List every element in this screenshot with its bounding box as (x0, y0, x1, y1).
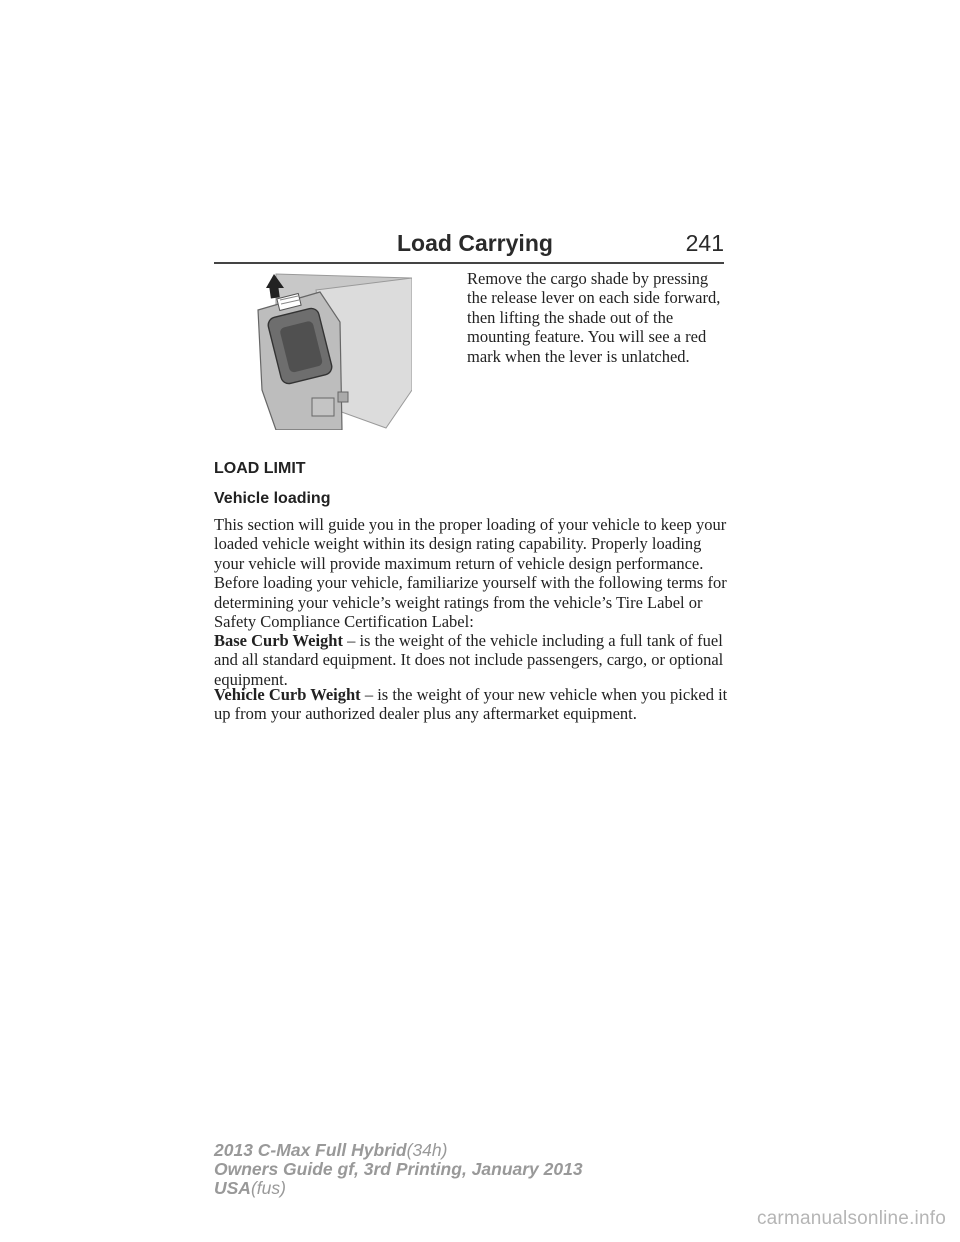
definition-text: – is the weight of the vehicle including a full tank of fuel and all standard equipment. It does not include passengers, cargo, or optional equipment. (214, 631, 724, 689)
footer-region-code: (fus) (250, 1178, 286, 1198)
intro-text: This section will guide you in the proper loading of your vehicle to keep your loaded vehicle weight within its design rating capability. Properly loading your vehicle will provide maximum return of vehicle design performance. Before loading your vehicle, familiarize yourself with the following terms for determining your vehicle’s weight ratings from the vehicle’s Tire Label or Safety Compliance Certification Label: (214, 515, 727, 632)
section-heading: LOAD LIMIT (214, 460, 306, 477)
release-lever-icon (216, 270, 412, 430)
footer-region: USA (214, 1178, 251, 1198)
figure-caption (467, 269, 732, 366)
watermark: carmanualsonline.info (756, 1208, 946, 1229)
page-number: 241 (685, 230, 724, 256)
definition-base-curb-weight (214, 631, 734, 689)
footer-model: 2013 C-Max Full Hybrid (214, 1140, 407, 1160)
chapter-title: Load Carrying (397, 230, 553, 256)
subsection-heading: Vehicle loading (214, 490, 331, 507)
definition-text: – is the weight of your new vehicle when you picked it up from your authorized dealer plus any aftermarket equipment. (214, 685, 728, 724)
footer-model-code: (34h) (406, 1140, 448, 1160)
intro-paragraph (214, 515, 734, 631)
caption-text: Remove the cargo shade by pressing the release lever on each side forward, then lifting the shade out of the mounting feature. You will see a red mark when the lever is unlatched. (467, 269, 721, 366)
footer-line-region (214, 1179, 583, 1198)
footer-line-model (214, 1141, 583, 1160)
footer-line-edition: Owners Guide gf, 3rd Printing, January 2013 (214, 1159, 583, 1179)
cargo-shade-release-lever-illustration (216, 270, 412, 430)
definition-term: Base Curb Weight (214, 631, 343, 650)
definition-vehicle-curb-weight (214, 685, 734, 724)
header-divider (214, 262, 724, 264)
definition-term: Vehicle Curb Weight (214, 685, 361, 704)
document-footer (214, 1141, 583, 1198)
page-header (214, 228, 724, 262)
